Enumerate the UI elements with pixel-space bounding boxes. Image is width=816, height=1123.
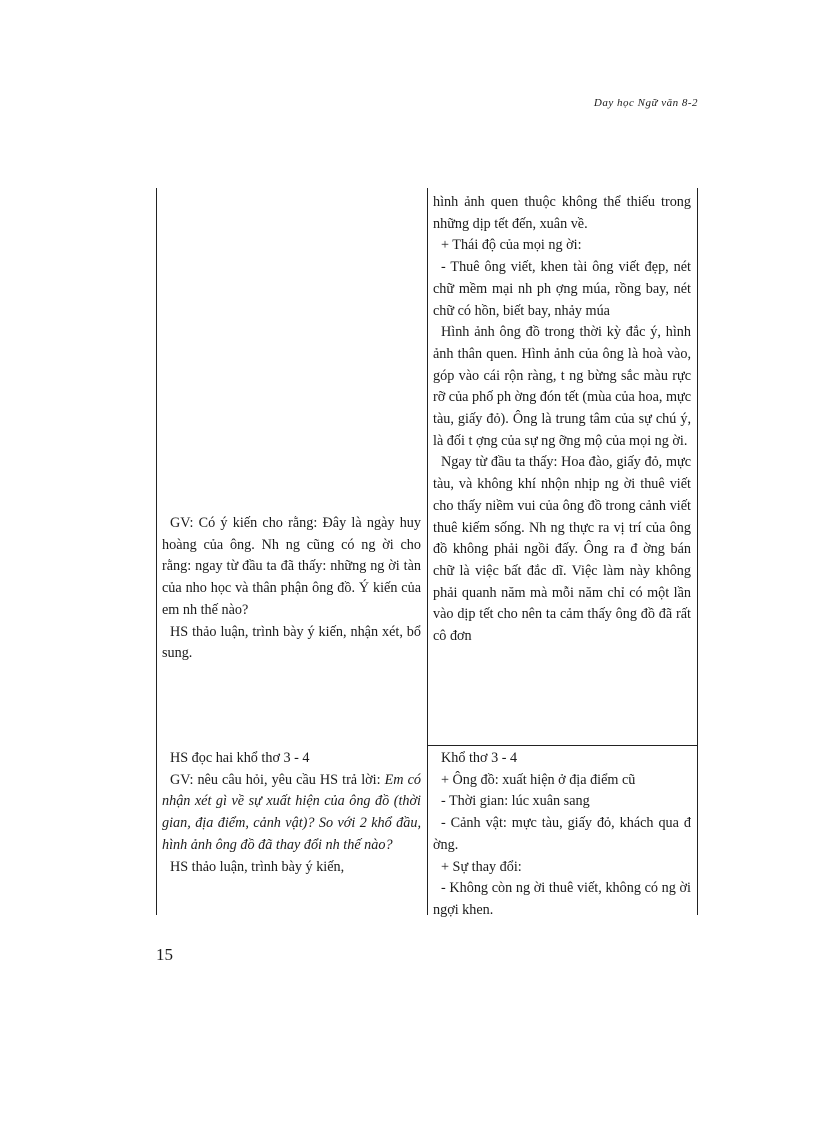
teacher-question-paragraph: GV: Có ý kiến cho rằng: Đây là ngày huy hoàng của ông. Nh ng cũng có ng ời cho rằng: ngay từ đầu ta đã thấy: những ng ời tàn của nho học và thân phận ông đồ. Ý kiến của em nh thế nào? bbox=[162, 515, 421, 618]
answer-paragraph: + Sự thay đổi: bbox=[441, 858, 522, 875]
page-number: 15 bbox=[156, 945, 173, 964]
page-header: Day học Ngữ văn 8-2 bbox=[593, 97, 698, 109]
answer-paragraph: + Thái độ của mọi ng ời: bbox=[441, 237, 582, 254]
row-divider bbox=[427, 745, 698, 746]
teacher-question-italic: Em có nhận xét gì về sự xuất hiện của ông đồ (thời gian, địa điểm, cảnh vật)? So với 2 khổ đầu, hình ảnh ông đồ đã thay đổi nh thế nào? bbox=[162, 771, 421, 853]
upper-right-cell bbox=[433, 192, 691, 648]
answer-paragraph: hình ảnh quen thuộc không thể thiếu trong những dịp tết đến, xuân về. bbox=[433, 194, 691, 232]
answer-paragraph: Hình ảnh ông đồ trong thời kỳ đắc ý, hình ảnh thân quen. Hình ảnh của ông là hoà vào, góp vào cái rộn ràng, t ng bừng sắc màu rực rỡ của phố ph ờng đón tết (mùa của hoa, mực tàu, giấy đỏ). Ông là trung tâm của sự chú ý, là đối t ợng của sự ng ỡng mộ của mọi ng ời. bbox=[433, 324, 691, 449]
lesson-table bbox=[156, 188, 698, 918]
student-activity-paragraph: HS thảo luận, trình bày ý kiến, nhận xét, bổ sung. bbox=[162, 623, 421, 662]
reading-instruction: HS đọc hai khổ thơ 3 - 4 bbox=[170, 750, 310, 766]
table-right-border bbox=[697, 188, 698, 915]
stanza-heading: Khổ thơ 3 - 4 bbox=[441, 750, 518, 766]
answer-paragraph: Ngay từ đầu ta thấy: Hoa đào, giấy đỏ, mực tàu, và không khí nhộn nhịp ng ời thuê viết cho thấy niềm vui của ông đồ trong cảnh viết thuê kiếm sống. Nh ng thực ra vị trí của ông đồ không phải ngồi đấy. Ông ra đ ờng bán chữ là việc bất đắc dĩ. Việc làm này không phải quanh năm mà mỗi năm chỉ có một lần vào dịp tết cho nên ta cảm thấy ông đồ đã rất cô đơn bbox=[433, 454, 691, 645]
answer-paragraph: - Thuê ông viết, khen tài ông viết đẹp, nét chữ mềm mại nh ph ợng múa, rồng bay, nét chữ có hồn, biết bay, nhảy múa bbox=[433, 259, 691, 319]
answer-paragraph: - Cảnh vật: mực tàu, giấy đỏ, khách qua đ ờng. bbox=[433, 815, 691, 853]
table-middle-border bbox=[427, 188, 428, 915]
lower-right-cell bbox=[433, 748, 691, 922]
lower-left-cell bbox=[162, 748, 421, 878]
teacher-instruction-text: GV: nêu câu hỏi, yêu cầu HS trả lời: bbox=[170, 771, 381, 788]
answer-paragraph: + Ông đồ: xuất hiện ở địa điểm cũ bbox=[441, 771, 636, 788]
answer-paragraph: - Không còn ng ời thuê viết, không có ng ời ngợi khen. bbox=[433, 880, 691, 918]
upper-left-cell bbox=[162, 513, 421, 665]
table-left-border bbox=[156, 188, 157, 915]
answer-paragraph: - Thời gian: lúc xuân sang bbox=[441, 793, 590, 810]
teacher-instruction bbox=[162, 770, 421, 857]
student-activity-paragraph: HS thảo luận, trình bày ý kiến, bbox=[170, 858, 345, 875]
